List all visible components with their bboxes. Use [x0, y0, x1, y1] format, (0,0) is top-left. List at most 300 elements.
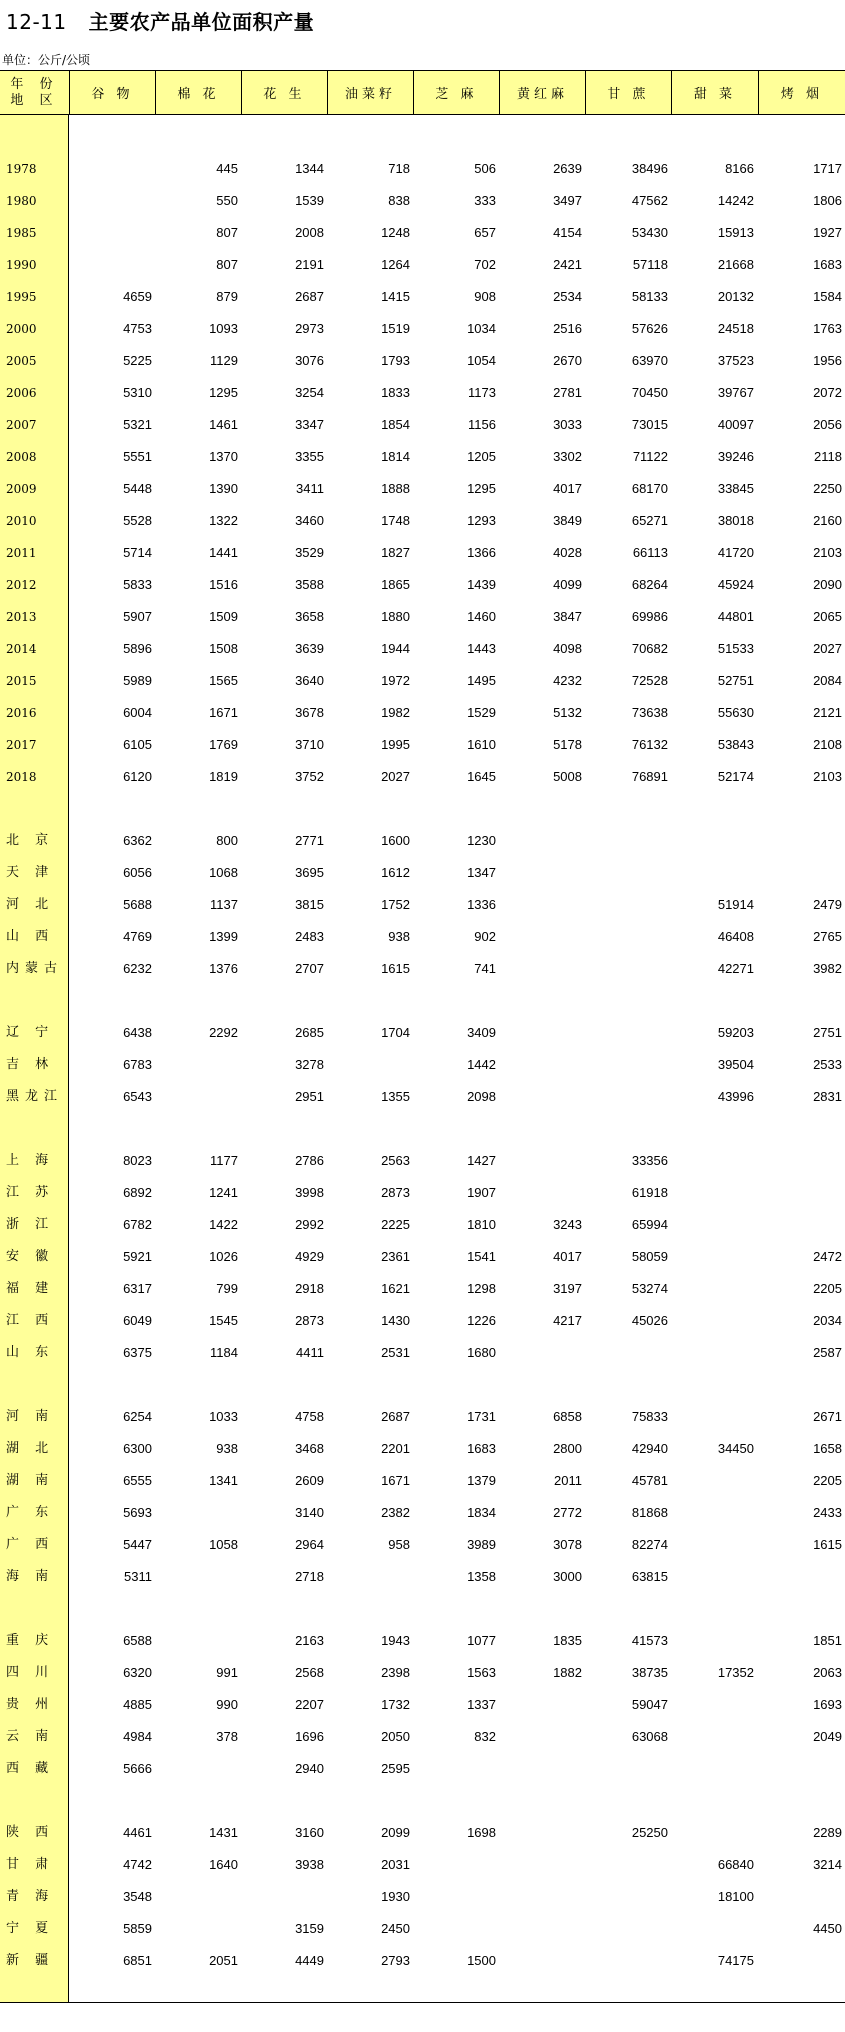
- table-cell: 4753: [123, 321, 152, 336]
- table-cell: 72528: [631, 673, 668, 688]
- table-cell: 2670: [553, 353, 582, 368]
- table-cell: 2595: [381, 1761, 410, 1776]
- table-cell: 1943: [381, 1633, 410, 1648]
- table-row: [0, 1401, 845, 1433]
- table-cell: 938: [216, 1441, 238, 1456]
- table-row: [0, 1465, 845, 1497]
- table-cell: 5688: [123, 897, 152, 912]
- table-cell: 5666: [123, 1761, 152, 1776]
- data-table: [0, 70, 845, 2003]
- header-beet: 甜 菜: [671, 71, 758, 114]
- row-label-year: 2009: [6, 482, 37, 496]
- table-cell: 69986: [631, 609, 668, 624]
- row-label-region: 内蒙古: [6, 961, 64, 976]
- table-cell: 1443: [467, 641, 496, 656]
- table-cell: 2563: [381, 1153, 410, 1168]
- table-row: [0, 249, 845, 281]
- table-cell: 4411: [296, 1345, 324, 1360]
- table-cell: 1888: [381, 481, 410, 496]
- table-cell: 6375: [123, 1345, 152, 1360]
- header-sesame: 芝 麻: [413, 71, 499, 114]
- table-cell: 45781: [631, 1473, 668, 1488]
- table-cell: 2051: [209, 1953, 238, 1968]
- table-cell: 5178: [553, 737, 582, 752]
- table-cell: 5833: [123, 577, 152, 592]
- table-cell: 53843: [717, 737, 754, 752]
- table-cell: 4017: [553, 481, 582, 496]
- table-cell: 4769: [123, 929, 152, 944]
- table-row: [0, 825, 845, 857]
- table-cell: 5859: [123, 1921, 152, 1936]
- table-cell: 5551: [123, 449, 152, 464]
- table-cell: 21668: [717, 257, 754, 272]
- table-cell: 76891: [631, 769, 668, 784]
- table-cell: 4659: [123, 289, 152, 304]
- table-cell: 2118: [814, 449, 842, 464]
- table-cell: 33356: [631, 1153, 668, 1168]
- table-cell: 1731: [467, 1409, 496, 1424]
- table-cell: 2781: [553, 385, 582, 400]
- table-cell: 1563: [467, 1665, 496, 1680]
- table-cell: 1366: [467, 545, 496, 560]
- table-cell: 879: [216, 289, 238, 304]
- table-cell: 2772: [553, 1505, 582, 1520]
- table-cell: 2108: [813, 737, 842, 752]
- table-cell: 2531: [381, 1345, 410, 1360]
- table-row: [0, 1241, 845, 1273]
- table-cell: 1156: [468, 417, 496, 432]
- table-cell: 2072: [813, 385, 842, 400]
- table-cell: 73638: [631, 705, 668, 720]
- table-row: [0, 1337, 845, 1369]
- table-cell: 3588: [295, 577, 324, 592]
- table-cell: 6232: [123, 961, 152, 976]
- table-row: [0, 1657, 845, 1689]
- row-label-year: 2000: [6, 322, 37, 336]
- table-cell: 6004: [123, 705, 152, 720]
- table-cell: 57118: [632, 257, 668, 272]
- row-label-year: 2008: [6, 450, 37, 464]
- row-label-year: 2012: [6, 578, 37, 592]
- table-cell: 44801: [717, 609, 754, 624]
- table-cell: 1752: [381, 897, 410, 912]
- table-cell: 1972: [381, 673, 410, 688]
- table-cell: 2034: [813, 1313, 842, 1328]
- table-cell: 2099: [381, 1825, 410, 1840]
- table-cell: 52751: [717, 673, 754, 688]
- table-cell: 4098: [553, 641, 582, 656]
- table-cell: 333: [474, 193, 496, 208]
- table-cell: 1226: [467, 1313, 496, 1328]
- table-cell: 958: [388, 1537, 410, 1552]
- table-cell: 2800: [553, 1441, 582, 1456]
- table-cell: 3159: [295, 1921, 324, 1936]
- table-cell: 3468: [295, 1441, 324, 1456]
- table-cell: 2361: [381, 1249, 410, 1264]
- table-cell: 5693: [123, 1505, 152, 1520]
- table-cell: 1431: [209, 1825, 238, 1840]
- table-cell: 51533: [717, 641, 754, 656]
- table-row: [0, 1849, 845, 1881]
- table-row: [0, 889, 845, 921]
- table-cell: 445: [216, 161, 238, 176]
- table-cell: 1264: [381, 257, 410, 272]
- table-cell: 838: [388, 193, 410, 208]
- table-cell: 1927: [813, 225, 842, 240]
- row-label-region: 贵 州: [6, 1697, 55, 1712]
- table-cell: 1827: [381, 545, 410, 560]
- table-row: [0, 665, 845, 697]
- table-row: [0, 1017, 845, 1049]
- table-row: [0, 1881, 845, 1913]
- row-label-region: 云 南: [6, 1729, 55, 1744]
- table-cell: 1184: [210, 1345, 238, 1360]
- table-cell: 1882: [553, 1665, 582, 1680]
- table-cell: 1658: [813, 1441, 842, 1456]
- table-cell: 3639: [295, 641, 324, 656]
- table-cell: 1995: [381, 737, 410, 752]
- table-row: [0, 633, 845, 665]
- row-label-region: 山 西: [6, 929, 55, 944]
- table-cell: 1600: [381, 833, 410, 848]
- table-cell: 1034: [467, 321, 496, 336]
- table-title: 主要农产品单位面积产量: [88, 10, 315, 34]
- table-cell: 2205: [813, 1473, 842, 1488]
- table-cell: 1495: [467, 673, 496, 688]
- table-cell: 14242: [717, 193, 754, 208]
- table-cell: 6783: [123, 1057, 152, 1072]
- table-cell: 6858: [553, 1409, 582, 1424]
- table-cell: 4450: [813, 1921, 842, 1936]
- table-row: [0, 1817, 845, 1849]
- table-cell: 2671: [813, 1409, 842, 1424]
- table-cell: 1077: [467, 1633, 496, 1648]
- table-cell: 1519: [381, 321, 410, 336]
- table-cell: 73015: [631, 417, 668, 432]
- table-cell: 1880: [381, 609, 410, 624]
- table-cell: 2201: [381, 1441, 410, 1456]
- table-cell: 1693: [813, 1697, 842, 1712]
- table-cell: 1615: [381, 961, 410, 976]
- table-row: [0, 1497, 845, 1529]
- table-cell: 58059: [631, 1249, 668, 1264]
- table-row: [0, 1177, 845, 1209]
- table-row: [0, 409, 845, 441]
- row-label-year: 2011: [6, 546, 37, 560]
- table-cell: 2398: [381, 1665, 410, 1680]
- table-cell: 71122: [632, 449, 668, 464]
- row-label-region: 湖 北: [6, 1441, 55, 1456]
- table-cell: 3076: [295, 353, 324, 368]
- row-label-year: 1978: [6, 162, 37, 176]
- table-cell: 1439: [467, 577, 496, 592]
- table-cell: 2450: [381, 1921, 410, 1936]
- table-row: [0, 377, 845, 409]
- table-cell: 1907: [467, 1185, 496, 1200]
- table-cell: 24518: [717, 321, 754, 336]
- table-cell: 1732: [381, 1697, 410, 1712]
- table-cell: 1819: [209, 769, 238, 784]
- table-cell: 2786: [295, 1153, 324, 1168]
- table-cell: 2639: [553, 161, 582, 176]
- table-cell: 20132: [717, 289, 754, 304]
- table-cell: 1460: [467, 609, 496, 624]
- table-cell: 42940: [631, 1441, 668, 1456]
- table-cell: 1508: [209, 641, 238, 656]
- table-cell: 47562: [631, 193, 668, 208]
- table-cell: 2687: [295, 289, 324, 304]
- table-cell: 5132: [553, 705, 582, 720]
- table-cell: 1683: [467, 1441, 496, 1456]
- table-row: [0, 857, 845, 889]
- row-label-region: 青 海: [6, 1889, 55, 1904]
- table-row: [0, 1625, 845, 1657]
- row-label-region: 新 疆: [6, 1953, 55, 1968]
- table-cell: 4929: [295, 1249, 324, 1264]
- table-cell: 39504: [717, 1057, 754, 1072]
- table-cell: 3302: [553, 449, 582, 464]
- table-cell: 1717: [813, 161, 842, 176]
- table-cell: 1529: [467, 705, 496, 720]
- table-cell: 3409: [467, 1025, 496, 1040]
- table-cell: 1379: [467, 1473, 496, 1488]
- table-cell: 1854: [381, 417, 410, 432]
- row-label-year: 1980: [6, 194, 37, 208]
- table-cell: 3000: [553, 1569, 582, 1584]
- table-cell: 3678: [295, 705, 324, 720]
- table-cell: 2873: [295, 1313, 324, 1328]
- table-cell: 3497: [553, 193, 582, 208]
- table-cell: 1205: [467, 449, 496, 464]
- table-cell: 2609: [295, 1473, 324, 1488]
- table-cell: 2205: [813, 1281, 842, 1296]
- header-cereal: 谷 物: [69, 71, 155, 114]
- table-cell: 1793: [381, 353, 410, 368]
- table-cell: 59047: [631, 1697, 668, 1712]
- table-cell: 1430: [381, 1313, 410, 1328]
- row-label-year: 2005: [6, 354, 37, 368]
- table-cell: 65994: [631, 1217, 668, 1232]
- table-cell: 75833: [631, 1409, 668, 1424]
- row-label-year: 1990: [6, 258, 37, 272]
- table-cell: 1763: [813, 321, 842, 336]
- table-cell: 1344: [295, 161, 324, 176]
- row-label-region: 福 建: [6, 1281, 55, 1296]
- table-cell: 2793: [381, 1953, 410, 1968]
- table-cell: 718: [388, 161, 410, 176]
- table-cell: 5907: [123, 609, 152, 624]
- table-cell: 1370: [209, 449, 238, 464]
- table-cell: 18100: [717, 1889, 754, 1904]
- table-cell: 6782: [123, 1217, 152, 1232]
- table-cell: 938: [388, 929, 410, 944]
- table-cell: 3033: [553, 417, 582, 432]
- table-cell: 1956: [813, 353, 842, 368]
- header-cotton: 棉 花: [155, 71, 241, 114]
- table-cell: 2121: [813, 705, 842, 720]
- table-row: [0, 1945, 845, 1977]
- table-cell: 1248: [381, 225, 410, 240]
- table-cell: 2918: [295, 1281, 324, 1296]
- table-number: 12-11: [6, 10, 67, 34]
- row-label-year: 1985: [6, 226, 37, 240]
- table-cell: 76132: [631, 737, 668, 752]
- table-cell: 1173: [468, 385, 496, 400]
- header-jute: 黄红麻: [499, 71, 585, 114]
- header-year-region: [0, 71, 69, 114]
- table-row: [0, 1913, 845, 1945]
- table-cell: 6049: [123, 1313, 152, 1328]
- table-cell: 2964: [295, 1537, 324, 1552]
- row-label-region: 河 南: [6, 1409, 55, 1424]
- table-row: [0, 281, 845, 313]
- row-label-year: 2006: [6, 386, 37, 400]
- table-cell: 3529: [295, 545, 324, 560]
- table-cell: 55630: [717, 705, 754, 720]
- table-cell: 1680: [467, 1345, 496, 1360]
- table-cell: 2050: [381, 1729, 410, 1744]
- table-cell: 2587: [813, 1345, 842, 1360]
- row-label-region: 浙 江: [6, 1217, 55, 1232]
- table-cell: 1129: [210, 353, 238, 368]
- table-cell: 58133: [631, 289, 668, 304]
- table-cell: 3214: [813, 1857, 842, 1872]
- table-cell: 1806: [813, 193, 842, 208]
- table-cell: 2433: [813, 1505, 842, 1520]
- table-row: [0, 1689, 845, 1721]
- table-cell: 2685: [295, 1025, 324, 1040]
- table-cell: 6105: [123, 737, 152, 752]
- table-cell: 2163: [295, 1633, 324, 1648]
- table-cell: 5989: [123, 673, 152, 688]
- table-cell: 1295: [467, 481, 496, 496]
- table-cell: 2718: [295, 1569, 324, 1584]
- row-label-region: 辽 宁: [6, 1025, 55, 1040]
- table-cell: 3160: [295, 1825, 324, 1840]
- table-cell: 5714: [123, 545, 152, 560]
- table-cell: 1033: [209, 1409, 238, 1424]
- table-cell: 38496: [631, 161, 668, 176]
- row-label-region: 重 庆: [6, 1633, 55, 1648]
- table-cell: 4232: [553, 673, 582, 688]
- table-cell: 43996: [717, 1089, 754, 1104]
- table-cell: 1671: [209, 705, 238, 720]
- table-cell: 41720: [717, 545, 754, 560]
- table-cell: 2056: [813, 417, 842, 432]
- table-cell: 4758: [295, 1409, 324, 1424]
- table-cell: 3355: [295, 449, 324, 464]
- table-cell: 2973: [295, 321, 324, 336]
- table-cell: 53430: [631, 225, 668, 240]
- table-cell: 5528: [123, 513, 152, 528]
- table-cell: 1058: [209, 1537, 238, 1552]
- table-cell: 4099: [553, 577, 582, 592]
- table-cell: 2225: [381, 1217, 410, 1232]
- table-cell: 2011: [554, 1473, 582, 1488]
- table-cell: 6892: [123, 1185, 152, 1200]
- table-cell: 990: [216, 1697, 238, 1712]
- row-label-region: 河 北: [6, 897, 55, 912]
- table-cell: 800: [216, 833, 238, 848]
- table-cell: 1851: [813, 1633, 842, 1648]
- table-cell: 1748: [381, 513, 410, 528]
- table-cell: 1177: [210, 1153, 238, 1168]
- table-cell: 4885: [123, 1697, 152, 1712]
- table-cell: 1026: [209, 1249, 238, 1264]
- table-header: [0, 70, 845, 115]
- table-cell: 4154: [553, 225, 582, 240]
- row-label-region: 广 西: [6, 1537, 55, 1552]
- table-cell: 1347: [467, 865, 496, 880]
- table-cell: 66840: [717, 1857, 754, 1872]
- table-row: [0, 441, 845, 473]
- table-cell: 657: [474, 225, 496, 240]
- row-label-year: 2015: [6, 674, 37, 688]
- table-row: [0, 1753, 845, 1785]
- table-cell: 3989: [467, 1537, 496, 1552]
- table-cell: 807: [216, 225, 238, 240]
- table-cell: 2084: [813, 673, 842, 688]
- table-cell: 74175: [717, 1953, 754, 1968]
- table-cell: 6320: [123, 1665, 152, 1680]
- table-cell: 70682: [631, 641, 668, 656]
- table-cell: 1241: [209, 1185, 238, 1200]
- table-cell: 2065: [813, 609, 842, 624]
- row-label-region: 宁 夏: [6, 1921, 55, 1936]
- row-label-region: 山 东: [6, 1345, 55, 1360]
- table-cell: 2292: [209, 1025, 238, 1040]
- table-cell: 1769: [209, 737, 238, 752]
- table-cell: 3243: [553, 1217, 582, 1232]
- table-cell: 3982: [813, 961, 842, 976]
- table-cell: 1565: [209, 673, 238, 688]
- table-cell: 6362: [123, 833, 152, 848]
- table-cell: 59203: [717, 1025, 754, 1040]
- table-cell: 1944: [381, 641, 410, 656]
- row-label-region: 江 苏: [6, 1185, 55, 1200]
- table-row: [0, 1049, 845, 1081]
- row-label-year: 2016: [6, 706, 37, 720]
- table-cell: 378: [216, 1729, 238, 1744]
- table-cell: 4017: [553, 1249, 582, 1264]
- table-row: [0, 505, 845, 537]
- table-cell: 5310: [123, 385, 152, 400]
- row-label-region: 湖 南: [6, 1473, 55, 1488]
- table-cell: 2992: [295, 1217, 324, 1232]
- table-row: [0, 761, 845, 793]
- table-cell: 1696: [295, 1729, 324, 1744]
- row-label-year: 1995: [6, 290, 37, 304]
- table-cell: 2289: [813, 1825, 842, 1840]
- table-cell: 2940: [295, 1761, 324, 1776]
- table-cell: 1545: [209, 1313, 238, 1328]
- table-cell: 1322: [209, 513, 238, 528]
- row-label-region: 吉 林: [6, 1057, 55, 1072]
- table-cell: 2751: [813, 1025, 842, 1040]
- row-label-year: 2010: [6, 514, 37, 528]
- table-row: [0, 953, 845, 985]
- table-cell: 5447: [123, 1537, 152, 1552]
- table-cell: 1539: [295, 193, 324, 208]
- table-cell: 8166: [725, 161, 754, 176]
- table-cell: 1833: [381, 385, 410, 400]
- table-cell: 1671: [381, 1473, 410, 1488]
- table-cell: 81868: [631, 1505, 668, 1520]
- table-cell: 6056: [123, 865, 152, 880]
- table-cell: 2250: [813, 481, 842, 496]
- header-region-label: 地 区: [10, 92, 59, 108]
- table-cell: 1612: [381, 865, 410, 880]
